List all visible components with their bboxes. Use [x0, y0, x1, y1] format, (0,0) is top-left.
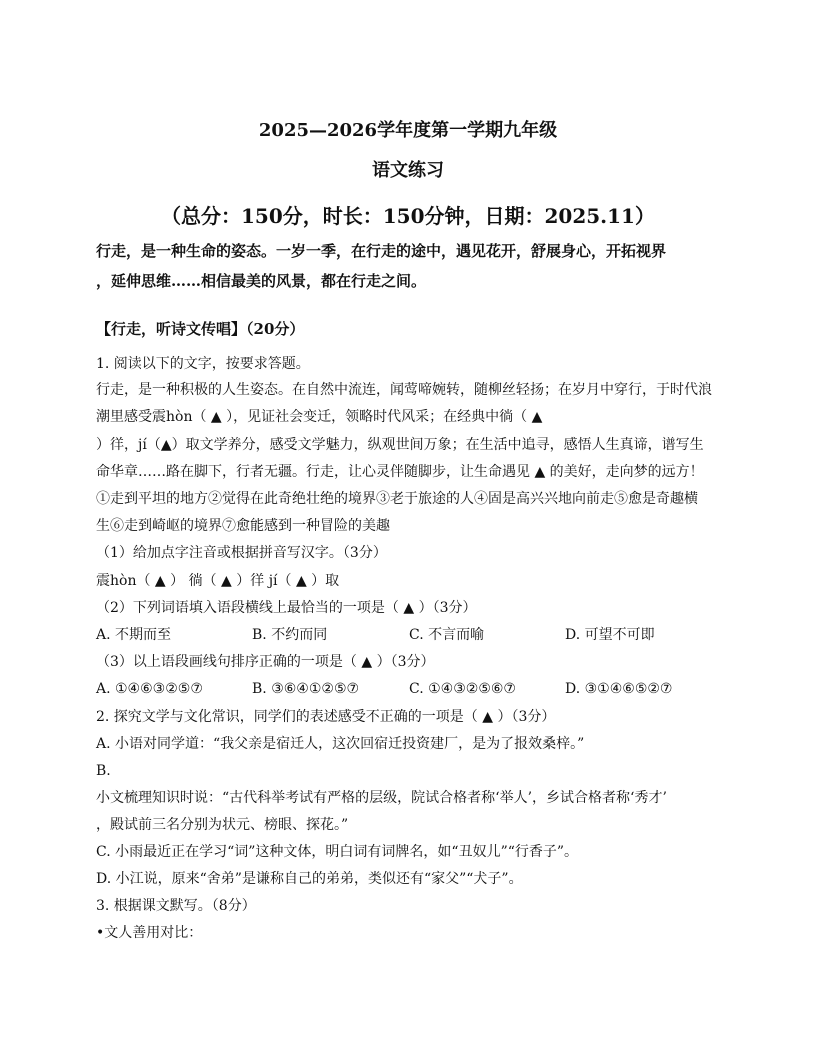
q1-passage-line: ①走到平坦的地方②觉得在此奇绝壮绝的境界③老于旅途的人④固是高兴兴地向前走⑤愈是奇趣横 — [96, 491, 698, 507]
q2-option-b-line: ，殿试前三名分别为状元、榜眼、探花。” — [96, 817, 349, 833]
intro-line-1: 行走，是一种生命的姿态。一岁一季，在行走的途中，遇见花开，舒展身心，开拓视界 — [96, 242, 667, 260]
q2-option-b-label: B. — [96, 763, 111, 779]
exam-meta: （总分：150分，时长：150分钟，日期：2025.11） — [161, 204, 655, 228]
intro-line-2: ，延伸思维……相信最美的风景，都在行走之间。 — [96, 272, 427, 290]
q1-passage-line: 潮里感受震hòn（ ▲ ），见证社会变迁，领略时代风采；在经典中徜（ ▲ — [96, 409, 543, 425]
q1-sub3-option-c: C. ①④③②⑤⑥⑦ — [409, 681, 516, 697]
q1-passage-line: 生⑥走到崎岖的境界⑦愈能感到一种冒险的美趣 — [96, 518, 390, 534]
q1-passage-line: 命华章……路在脚下，行者无疆。行走，让心灵伴随脚步，让生命遇见 ▲ 的美好，走向梦的远方！ — [96, 464, 704, 480]
exam-subject: 语文练习 — [372, 160, 444, 181]
q1-sub3-option-d: D. ③①④⑥⑤②⑦ — [565, 681, 673, 697]
q2-option-b-line: 小文梳理知识时说：“古代科举考试有严格的层级，院试合格者称‘举人’，乡试合格者称‘秀才’ — [96, 790, 667, 806]
q2-stem: 2. 探究文学与文化常识，同学们的表述感受不正确的一项是（ ▲ ）（3分） — [96, 709, 556, 725]
q1-sub3-stem: （3）以上语段画线句排序正确的一项是（ ▲ ）（3分） — [96, 654, 435, 670]
q1-sub2-option-b: B. 不约而同 — [252, 627, 328, 643]
exam-title: 2025—2026学年度第一学期九年级 — [258, 120, 558, 141]
q1-sub1-stem: （1）给加点字注音或根据拼音写汉字。（3分） — [96, 545, 387, 561]
q2-option-a: A. 小语对同学道：“我父亲是宿迁人，这次回宿迁投资建厂，是为了报效桑梓。” — [96, 736, 585, 752]
q1-sub2-option-c: C. 不言而喻 — [409, 627, 485, 643]
q1-passage-line: ）徉，jí（▲）取文学养分，感受文学魅力，纵观世间万象；在生活中追寻，感悟人生真谛，谱写生 — [96, 437, 704, 453]
q1-sub3-option-a: A. ①④⑥③②⑤⑦ — [96, 681, 203, 697]
q1-passage-line: 行走，是一种积极的人生姿态。在自然中流连，闻莺啼婉转，随柳丝轻扬；在岁月中穿行，于时代浪 — [96, 382, 712, 398]
q3-bullet: •文人善用对比： — [96, 925, 203, 941]
q1-sub3-option-b: B. ③⑥④①②⑤⑦ — [252, 681, 360, 697]
q2-option-c: C. 小雨最近正在学习“词”这种文体，明白词有词牌名，如“丑奴儿”“行香子”。 — [96, 844, 579, 860]
q1-sub2-stem: （2）下列词语填入语段横线上最恰当的一项是（ ▲ ）（3分） — [96, 600, 477, 616]
q1-sub2-option-a: A. 不期而至 — [96, 627, 172, 643]
q1-sub1-answer-line: 震hòn（ ▲ ） 徜（ ▲ ）徉 jí（ ▲ ）取 — [96, 573, 340, 589]
section-heading: 【行走，听诗文传唱】（20分） — [96, 320, 305, 338]
q1-stem: 1. 阅读以下的文字，按要求答题。 — [96, 356, 310, 372]
q1-sub2-option-d: D. 可望不可即 — [565, 627, 655, 643]
q2-option-d: D. 小江说，原来“舍弟”是谦称自己的弟弟，类似还有“家父”“犬子”。 — [96, 871, 523, 887]
q3-stem: 3. 根据课文默写。（8分） — [96, 898, 256, 914]
